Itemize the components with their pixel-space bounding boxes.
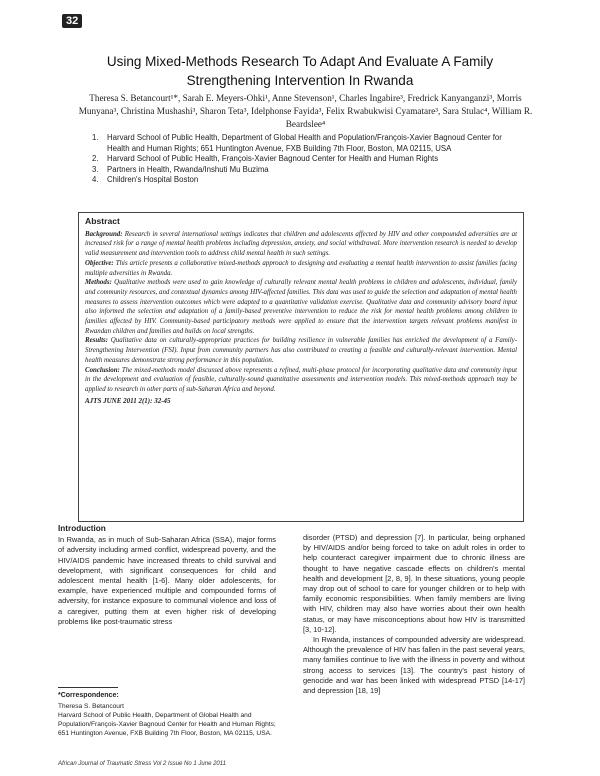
affiliation-item [92, 165, 522, 176]
footnote-divider [58, 687, 118, 688]
abstract-methods [85, 278, 517, 336]
abstract-results [85, 336, 517, 365]
abstract-heading: Abstract [85, 216, 120, 226]
methods-label: Methods: [85, 279, 112, 287]
affiliation-text: Children's Hospital Boston [107, 175, 199, 184]
abstract-conclusion [85, 366, 517, 395]
affiliation-text: Harvard School of Public Health, François-Xavier Bagnoud Center for Health and Human Rights [107, 154, 439, 163]
affiliation-text: Harvard School of Public Health, Department of Global Health and Population/François-Xavier Bagnoud Center for Health and Human Rights; 651 Huntington Avenue, FXB Building 7th Floor, Boston, MA 02115, USA [107, 133, 502, 153]
introduction-heading: Introduction [58, 524, 106, 533]
conclusion-text: The mixed-methods model discussed above represents a refined, multi-phase protocol for incorporating qualitative data and community input in the development and evaluation of feasible, culturally-sound quantitative assessments and intervention models. This mixed-methods approach may be applied to research in other parts of sub-Saharan Africa and beyond. [85, 366, 517, 393]
affiliation-number: 3. [92, 164, 99, 174]
background-text: Research in several international settings indicates that children and adolescents affected by HIV and other compounded adversities are at increased risk for a range of mental health problems including depression, anxiety, and social withdrawal. More intervention research is needed to develop valid measurement and intervention tools to address child mental health in such settings. [85, 230, 517, 258]
abstract-objective [85, 259, 517, 278]
intro-paragraph-right-1: disorder (PTSD) and depression [7]. In particular, being orphaned by HIV/AIDS and/or being forced to take on adult roles in order to help counteract caregiver impairment due to chronic illness are thought to have negative cascade effects on children's mental health and development [2, 8, 9]. In these situations, young people may drop out of school to care for younger children or to help with family economic responsibilities. When family members are living with HIV, children may also have worries about their own health status, or may have misconceptions about how HIV is transmitted [3, 10-12]. [303, 533, 525, 634]
affiliation-number: 1. [92, 133, 99, 142]
affiliation-text: Partners in Health, Rwanda/Inshuti Mu Buzima [107, 164, 269, 174]
results-label: Results: [85, 337, 108, 345]
correspondence-address: Harvard School of Public Health, Department of Global Health and Population/François-Xavier Bagnoud Center for Health and Human Rights; 651 Huntington Avenue, FXB Building 7th Floor, Boston, MA 02115, USA. [58, 712, 276, 737]
background-label: Background: [85, 230, 123, 238]
results-text: Qualitative data on culturally-appropriate practices for building resilience in vulnerable families has enriched the development of a Family-Strengthening Intervention (FSI). Input from community partners has also contributed to creating a feasible and culturally-relevant intervention. Mental health measures demonstrate strong performance in this population. [85, 337, 517, 364]
objective-text: This article presents a collaborative mixed-methods approach to designing and evaluating a mental health intervention to assist families facing multiple adversities in Rwanda. [85, 259, 517, 277]
intro-paragraph-left: In Rwanda, as in much of Sub-Saharan Africa (SSA), major forms of adversity including armed conflict, widespread poverty, and the HIV/AIDS pandemic have increased threats to child survival and development, with significant consequences for child and adolescent mental health [1-6]. Many older adolescents, for example, have experienced multiple and compounded forms of adversity, for instance exposure to communal violence and loss of a caregiver, putting them at even higher risk of developing problems like post-traumatic stress [58, 535, 276, 626]
article-title [60, 52, 540, 90]
correspondence-name: Theresa S. Betancourt [58, 703, 124, 710]
affiliation-item [92, 175, 522, 186]
page-number: 32 [62, 14, 82, 28]
title-line-2: Strengthening Intervention In Rwanda [186, 73, 414, 88]
running-footer: African Journal of Traumatic Stress Vol 2 Issue No 1 June 2011 [58, 761, 226, 767]
affiliation-number: 2. [92, 154, 99, 163]
body-column-left [58, 524, 276, 627]
affiliation-list [92, 133, 522, 186]
affiliation-item [92, 154, 522, 165]
intro-paragraph-right-2: In Rwanda, instances of compounded adversity are widespread. Although the prevalence of HIV has fallen in the past several years, many families continue to live with the illness in poverty and without strong access to services [13]. The country's past history of genocide and war has been linked with widespread PTSD [14-17] and depression [18, 19] [303, 635, 525, 696]
affiliation-item [92, 133, 522, 154]
objective-label: Objective: [85, 259, 114, 267]
correspondence-label: *Correspondence: [58, 692, 119, 699]
author-list: Theresa S. Betancourt¹*, Sarah E. Meyers-Ohki¹, Anne Stevenson¹, Charles Ingabire³, Fredrick Kanyanganzi³, Morris Munyana³, Christina Mushashi³, Sharon Teta³, Idelphonse Fayida³, Felix Rwabukwisi Cyamatare³, Sara Stulac⁴, William R. Beardslee⁴ [78, 93, 533, 129]
title-line-1: Using Mixed-Methods Research To Adapt And Evaluate A Family [106, 54, 494, 69]
methods-text: Qualitative methods were used to gain knowledge of culturally relevant mental health problems in children and adolescents, individual, family and community resources, and contextual dynamics among HIV-affected families. This data was used to guide the selection and adaptation of mental health measures to assess intervention outcomes which were adapted to a quantitative validation exercise. Qualitative data and community advisory board input also informed the selection and adaptation of a family-based preventive intervention to reduce the risk for mental health problems among children in families affected by HIV. Community-based participatory methods were applied to ensure that the intervention targets relevant problems manifest in Rwandan children and families and builds on local strengths. [85, 279, 518, 335]
abstract-box [78, 212, 524, 522]
affiliation-number: 4. [92, 175, 99, 184]
body-column-right [303, 533, 525, 696]
correspondence-block [58, 691, 276, 738]
journal-citation: AJTS JUNE 2011 2(1): 32-45 [85, 396, 171, 405]
conclusion-label: Conclusion: [85, 366, 120, 374]
abstract-background [85, 230, 517, 259]
